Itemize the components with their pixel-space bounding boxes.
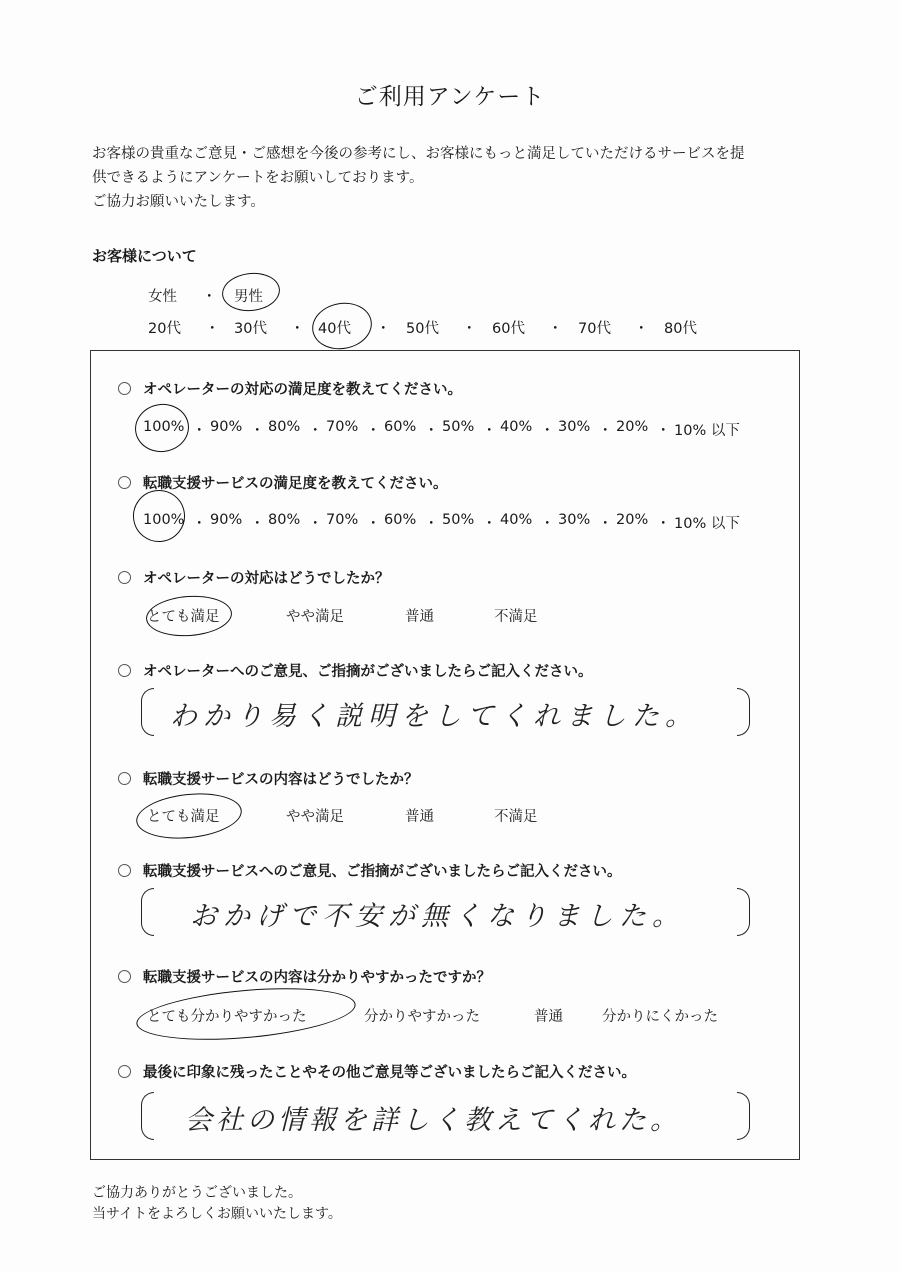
answer-bracket-left xyxy=(141,1092,154,1140)
q1-option[interactable]: 10% 以下 xyxy=(674,423,740,439)
q2-option[interactable]: 90% xyxy=(210,512,243,528)
separator: ・ xyxy=(598,423,613,439)
q1-option[interactable]: 90% xyxy=(210,419,243,435)
separator: ・ xyxy=(192,516,207,532)
radio-bullet-icon xyxy=(118,571,131,584)
separator: ・ xyxy=(366,423,381,439)
separator: ・ xyxy=(366,516,381,532)
separator: ・ xyxy=(598,516,613,532)
age-option-50[interactable]: 50代 xyxy=(406,321,439,337)
gender-option-female[interactable]: 女性 xyxy=(148,289,177,305)
about-heading: お客様について xyxy=(92,247,197,265)
question-6: 転職支援サービスへのご意見、ご指摘がございましたらご記入ください。 xyxy=(118,860,622,881)
handwritten-answer: おかげで不安が無くなりました。 xyxy=(190,901,685,932)
q2-option[interactable]: 50% xyxy=(442,512,475,528)
radio-bullet-icon xyxy=(118,664,131,677)
separator: ・ xyxy=(540,423,555,439)
q2-option[interactable]: 10% 以下 xyxy=(674,516,740,532)
q7-option[interactable]: 分かりやすかった xyxy=(364,1009,480,1025)
q1-option[interactable]: 30% xyxy=(558,419,591,435)
footer-line: ご協力ありがとうございました。 xyxy=(92,1185,302,1201)
q3-option[interactable]: 不満足 xyxy=(494,609,538,625)
answer-bracket-left xyxy=(141,688,154,736)
radio-bullet-icon xyxy=(118,970,131,983)
q7-option[interactable]: 分かりにくかった xyxy=(602,1009,718,1025)
q1-option[interactable]: 50% xyxy=(442,419,475,435)
separator: ・ xyxy=(205,321,220,337)
radio-bullet-icon xyxy=(118,772,131,785)
question-3: オペレーターの対応はどうでしたか？ xyxy=(118,567,390,588)
separator: ・ xyxy=(482,516,497,532)
q3-option[interactable]: とても満足 xyxy=(147,609,220,625)
radio-bullet-icon xyxy=(118,476,131,489)
question-7: 転職支援サービスの内容は分かりやすかったですか？ xyxy=(118,966,491,987)
radio-bullet-icon xyxy=(118,864,131,877)
separator: ・ xyxy=(290,321,305,337)
q3-option[interactable]: 普通 xyxy=(405,609,434,625)
separator: ・ xyxy=(424,516,439,532)
q1-option[interactable]: 60% xyxy=(384,419,417,435)
intro-line: 供できるようにアンケートをお願いしております。 xyxy=(92,170,424,186)
intro-text xyxy=(92,142,745,214)
question-5: 転職支援サービスの内容はどうでしたか？ xyxy=(118,768,419,789)
q2-option[interactable]: 60% xyxy=(384,512,417,528)
q1-option[interactable]: 20% xyxy=(616,419,649,435)
q5-option[interactable]: 普通 xyxy=(405,809,434,825)
q5-option[interactable]: やや満足 xyxy=(286,809,344,825)
answer-bracket-left xyxy=(141,888,154,936)
answer-bracket-right xyxy=(737,888,750,936)
age-option-40[interactable]: 40代 xyxy=(318,321,351,337)
separator: ・ xyxy=(308,516,323,532)
footer-text xyxy=(92,1183,342,1225)
intro-line: お客様の貴重なご意見・ご感想を今後の参考にし、お客様にもっと満足していただけるサービスを提 xyxy=(92,146,745,162)
separator: ・ xyxy=(548,321,563,337)
separator: ・ xyxy=(634,321,649,337)
q2-option[interactable]: 20% xyxy=(616,512,649,528)
gender-option-male[interactable]: 男性 xyxy=(234,289,263,305)
answer-bracket-right xyxy=(737,1092,750,1140)
q2-option[interactable]: 70% xyxy=(326,512,359,528)
separator: ・ xyxy=(462,321,477,337)
q7-option[interactable]: とても分かりやすかった xyxy=(147,1009,307,1025)
intro-line: ご協力お願いいたします。 xyxy=(92,194,265,210)
question-2: 転職支援サービスの満足度を教えてください。 xyxy=(118,472,448,493)
separator: ・ xyxy=(656,516,671,532)
handwritten-answer: わかり易く説明をしてくれました。 xyxy=(170,701,698,732)
answer-bracket-right xyxy=(737,688,750,736)
age-option-60[interactable]: 60代 xyxy=(492,321,525,337)
question-8: 最後に印象に残ったことやその他ご意見等ございましたらご記入ください。 xyxy=(118,1061,636,1082)
handwritten-answer: 会社の情報を詳しく教えてくれた。 xyxy=(185,1105,681,1136)
page-title: ご利用アンケート xyxy=(354,84,546,110)
separator: ・ xyxy=(482,423,497,439)
age-option-80[interactable]: 80代 xyxy=(664,321,697,337)
separator: ・ xyxy=(376,321,391,337)
separator: ・ xyxy=(540,516,555,532)
q1-option[interactable]: 80% xyxy=(268,419,301,435)
q1-option[interactable]: 70% xyxy=(326,419,359,435)
footer-line: 当サイトをよろしくお願いいたします。 xyxy=(92,1206,342,1222)
q2-option[interactable]: 100% xyxy=(143,512,185,528)
q2-option[interactable]: 40% xyxy=(500,512,533,528)
radio-bullet-icon xyxy=(118,382,131,395)
separator: ・ xyxy=(308,423,323,439)
age-option-20[interactable]: 20代 xyxy=(148,321,181,337)
q7-option[interactable]: 普通 xyxy=(534,1009,563,1025)
question-4: オペレーターへのご意見、ご指摘がございましたらご記入ください。 xyxy=(118,660,593,681)
q3-option[interactable]: やや満足 xyxy=(286,609,344,625)
q1-option[interactable]: 100% xyxy=(143,419,185,435)
q5-option[interactable]: とても満足 xyxy=(147,809,220,825)
age-option-70[interactable]: 70代 xyxy=(578,321,611,337)
separator: ・ xyxy=(250,423,265,439)
age-option-30[interactable]: 30代 xyxy=(234,321,267,337)
radio-bullet-icon xyxy=(118,1065,131,1078)
q2-option[interactable]: 30% xyxy=(558,512,591,528)
separator: ・ xyxy=(202,289,217,305)
separator: ・ xyxy=(250,516,265,532)
separator: ・ xyxy=(192,423,207,439)
separator: ・ xyxy=(424,423,439,439)
separator: ・ xyxy=(656,423,671,439)
question-1: オペレーターの対応の満足度を教えてください。 xyxy=(118,378,462,399)
q5-option[interactable]: 不満足 xyxy=(494,809,538,825)
q2-option[interactable]: 80% xyxy=(268,512,301,528)
q1-option[interactable]: 40% xyxy=(500,419,533,435)
